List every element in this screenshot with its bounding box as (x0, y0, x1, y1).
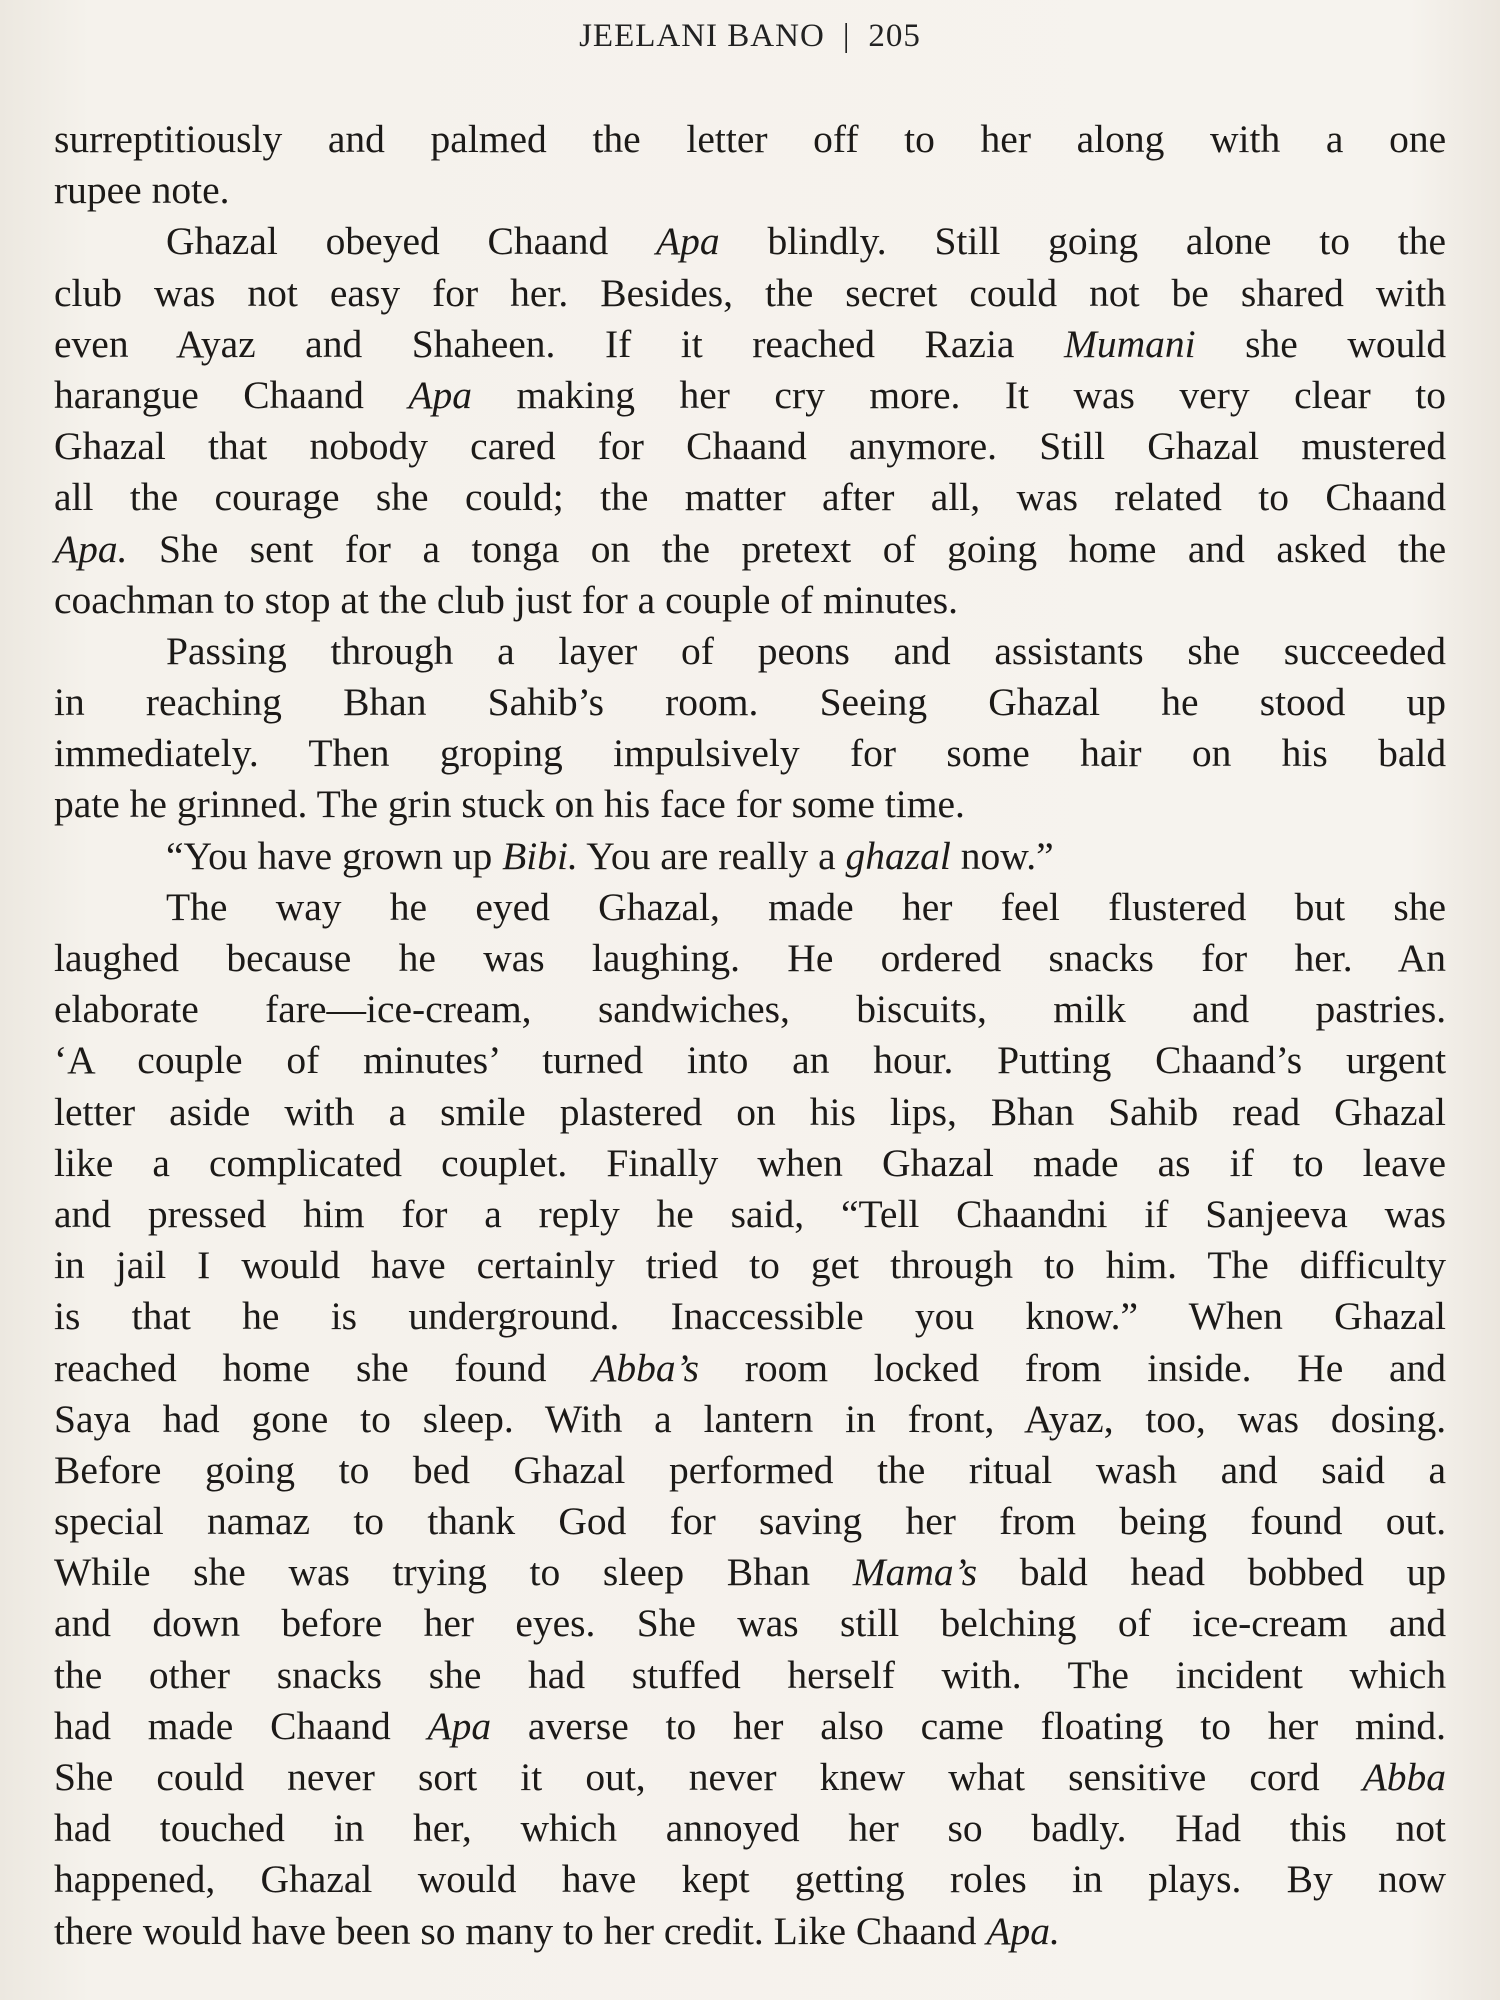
text-line: pate he grinned. The grin stuck on his face for some time. (54, 782, 965, 827)
text-line: and down before her eyes. She was still belching of ice-cream and (54, 1601, 1447, 1646)
text-line: even Ayaz and Shaheen. If it reached Razia Mumani she would (54, 321, 1447, 366)
text-line: coachman to stop at the club just for a couple of minutes. (54, 577, 958, 622)
text-line: letter aside with a smile plastered on his lips, Bhan Sahib read Ghazal (54, 1089, 1447, 1134)
text-line: is that he is underground. Inaccessible you know.” When Ghazal (54, 1294, 1447, 1339)
text-line: immediately. Then groping impulsively for some hair on his bald (54, 731, 1447, 776)
header-page-number: 205 (868, 18, 921, 54)
text-line: “You have grown up Bibi. You are really a ghazal now.” (166, 833, 1054, 878)
running-header (0, 18, 1500, 55)
text-line: The way he eyed Ghazal, made her feel flustered but she (166, 884, 1447, 929)
text-line: rupee note. (54, 168, 230, 213)
text-line: the other snacks she had stuffed herself with. The incident which (54, 1652, 1447, 1697)
text-line: Passing through a layer of peons and assistants she succeeded (166, 628, 1447, 673)
text-line: like a complicated couplet. Finally when Ghazal made as if to leave (54, 1140, 1446, 1185)
text-line: Saya had gone to sleep. With a lantern in front, Ayaz, too, was dosing. (54, 1396, 1447, 1441)
text-line: club was not easy for her. Besides, the secret could not be shared with (54, 270, 1447, 315)
text-line: there would have been so many to her credit. Like Chaand Apa. (54, 1908, 1060, 1953)
text-line: While she was trying to sleep Bhan Mama’s bald head bobbed up (54, 1550, 1447, 1595)
text-line: ‘A couple of minutes’ turned into an hour. Putting Chaand’s urgent (54, 1038, 1447, 1083)
text-line: special namaz to thank God for saving her from being found out. (54, 1499, 1447, 1544)
text-line: in jail I would have certainly tried to get through to him. The difficulty (54, 1243, 1447, 1288)
text-line: reached home she found Abba’s room locked from inside. He and (54, 1345, 1447, 1390)
text-line: had made Chaand Apa averse to her also came floating to her mind. (54, 1703, 1447, 1748)
text-line: laughed because he was laughing. He ordered snacks for her. An (54, 936, 1447, 980)
text-line: Apa. She sent for a tonga on the pretext of going home and asked the (54, 526, 1447, 571)
text-line: She could never sort it out, never knew what sensitive cord Abba (54, 1755, 1447, 1799)
body-text (54, 114, 1446, 1957)
text-line: happened, Ghazal would have kept getting roles in plays. By now (54, 1857, 1447, 1902)
text-line: Ghazal obeyed Chaand Apa blindly. Still going alone to the (166, 219, 1447, 264)
text-line: elaborate fare—ice-cream, sandwiches, biscuits, milk and pastries. (54, 987, 1447, 1032)
text-line: had touched in her, which annoyed her so badly. Had this not (54, 1806, 1447, 1851)
header-separator: | (842, 18, 851, 54)
text-line: surreptitiously and palmed the letter off to her along with a one (54, 117, 1447, 161)
text-line: all the courage she could; the matter after all, was related to Chaand (54, 475, 1447, 520)
text-line: Before going to bed Ghazal performed the ritual wash and said a (54, 1447, 1446, 1492)
text-line: harangue Chaand Apa making her cry more. It was very clear to (54, 372, 1447, 417)
text-line: in reaching Bhan Sahib’s room. Seeing Ghazal he stood up (54, 680, 1447, 725)
text-line: Ghazal that nobody cared for Chaand anymore. Still Ghazal mustered (54, 424, 1447, 469)
text-line: and pressed him for a reply he said, “Tell Chaandni if Sanjeeva was (54, 1191, 1447, 1236)
header-author: JEELANI BANO (579, 18, 825, 54)
